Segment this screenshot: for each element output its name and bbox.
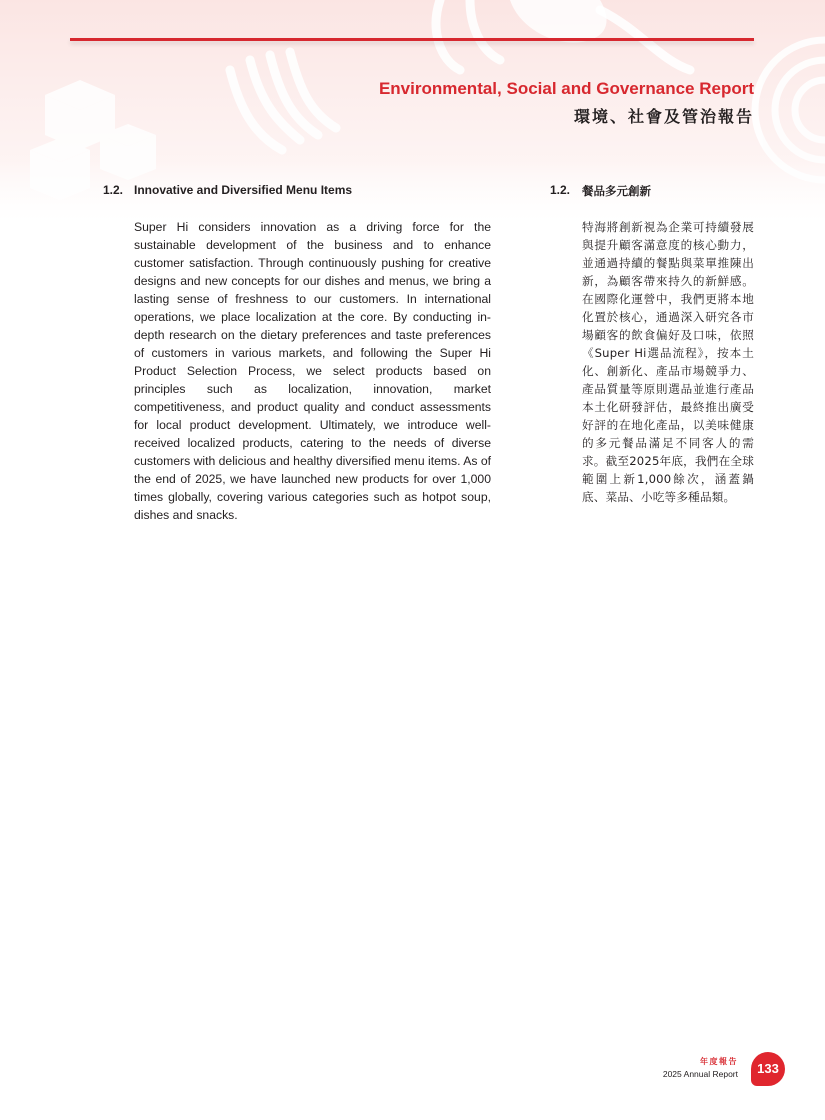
- footer-label-en: 2025 Annual Report: [662, 1069, 738, 1079]
- section-number-en: 1.2.: [103, 183, 124, 197]
- header-rule: [70, 38, 754, 41]
- section-number-zh: 1.2.: [550, 183, 571, 197]
- page-number-badge: 133: [751, 1052, 785, 1086]
- section-title-en: Innovative and Diversified Menu Items: [134, 183, 353, 197]
- footer-label-zh: 年度報告: [700, 1057, 738, 1066]
- section-body-en: Super Hi considers innovation as a driving force for the sustainable development of the business and to enhance customer satisfaction. Through continuously pushing for creative designs and new concepts for our dishes and menus, we bring a lasting sense of freshness to our customers. In international operations, we place localization at the core. By conducting in-depth research on the dietary preferences and taste preferences of customers in various markets, and following the Super Hi Product Selection Process, we select products based on principles such as localization, innovation, market competitiveness, and product quality and conduct assessments for local product development. Ultimately, we introduce well-received localized products, catering to the needs of diverse customers with delicious and healthy diversified menu items. As of the end of 2025, we have launched new products for over 1,000 times globally, covering various categories such as hotpot soup, dishes and snacks.: [134, 220, 491, 522]
- section-title-zh: 餐品多元創新: [582, 184, 651, 198]
- report-title-zh: 環境、社會及管治報告: [573, 107, 754, 126]
- report-title-en: Environmental, Social and Governance Report: [378, 79, 754, 98]
- section-body-zh: 特海將創新視為企業可持續發展與提升顧客滿意度的核心動力，並通過持續的餐點與菜單推陳出新，為顧客帶來持久的新鮮感。在國際化運營中，我們更將本地化置於核心，通過深入研究各市場顧客的飲食偏好及口味，依照《Super Hi選品流程》，按本土化、創新化、產品市場競爭力、產品質量等原則選品並進行產品本土化研發評估，最終推出廣受好評的在地化產品，以美味健康的多元餐品滿足不同客人的需求。截至2025年底，我們在全球範圍上新1,000餘次，涵蓋鍋底、菜品、小吃等多種品類。: [582, 220, 754, 504]
